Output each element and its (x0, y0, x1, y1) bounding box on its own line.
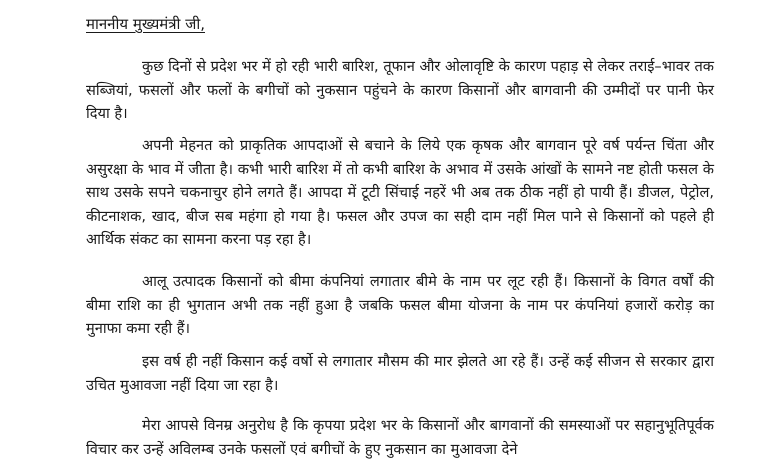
paragraph-farmer-hardship: अपनी मेहनत को प्राकृतिक आपदाओं से बचाने के लिये एक कृषक और बागवान पूरे वर्ष पर्यन्त चिंता और असुरक्षा के भाव में जीता है। कभी भारी बारिश में तो कभी बारिश के अभाव में उसके आंखों के सामने नष्ट होती फसल के साथ उसके सपने चकनाचुर होने लगते हैं। आपदा में टूटी सिंचाई नहरें भी अब तक ठीक नहीं हो पायी हैं। डीजल, पेट्रोल, कीटनाशक, खाद, बीज सब महंगा हो गया है। फसल और उपज का सही दाम नहीं मिल पाने से किसानों को पहले ही आर्थिक संकट का सामना करना पड़ रहा है। (86, 137, 714, 248)
paragraph-weather-losses: इस वर्ष ही नहीं किसान कई वर्षो से लगातार मौसम की मार झेलते आ रहे हैं। उन्हें कई सीजन से सरकार द्वारा उचित मुआवजा नहीं दिया जा रहा है। (86, 353, 714, 394)
salutation: माननीय मुख्यमंत्री जी, (86, 15, 205, 33)
paragraph-crop-damage: कुछ दिनों से प्रदेश भर में हो रही भारी बारिश, तूफान और ओलावृष्टि के कारण पहाड़ से लेकर तराई–भावर तक सब्जियां, फसलों और फलों के बगीचों को नुकसान पहुंचने के कारण किसानों और बागवानी की उम्मीदों पर पानी फेर दिया है। (86, 58, 714, 122)
paragraph-insurance-issue: आलू उत्पादक किसानों को बीमा कंपनियां लगातार बीमे के नाम पर लूट रही हैं। किसानों के विगत वर्षों की बीमा राशि का ही भुगतान अभी तक नहीं हुआ है जबकि फसल बीमा योजना के नाम पर कंपनियां हजारों करोड़ का मुनाफा कमा रही हैं। (86, 273, 714, 337)
paragraph-compensation-request: मेरा आपसे विनम्र अनुरोध है कि कृपया प्रदेश भर के किसानों और बागवानों की समस्याओं पर सहानुभूतिपूर्वक विचार कर उन्हें अविलम्ब उनके फसलों एवं बगीचों के हुए नुकसान का मुआवजा देने (86, 417, 714, 458)
